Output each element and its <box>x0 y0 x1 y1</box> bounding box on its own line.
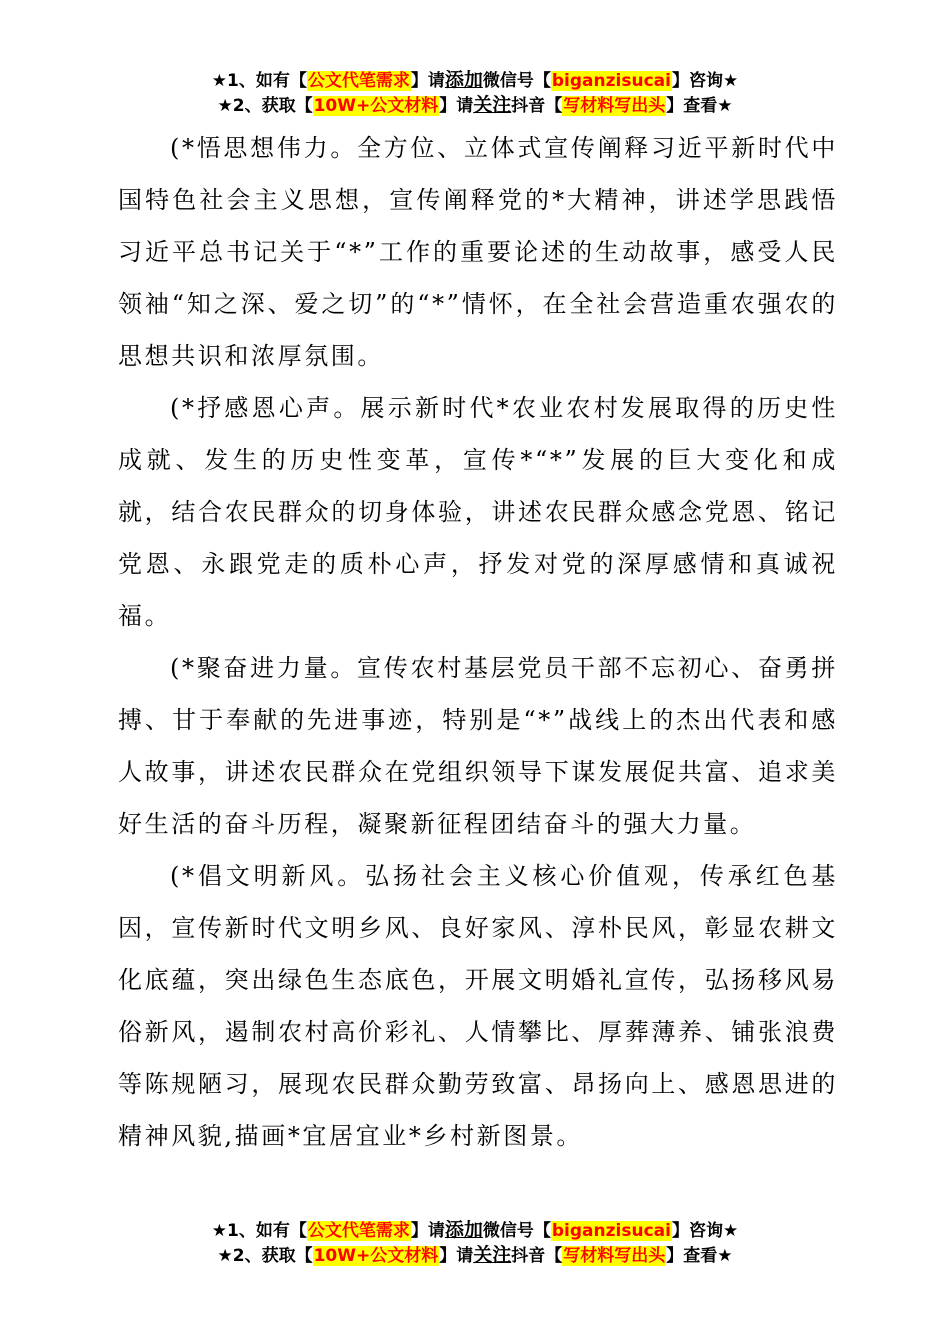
banner-underline: 关注 <box>473 1244 512 1266</box>
paragraph-4: (*倡文明新风。弘扬社会主义核心价值观，传承红色基因，宣传新时代文明乡风、良好家风、淳朴民风，彰显农耕文化底蕴，突出绿色生态底色，开展文明婚礼宣传，弘扬移风易俗新风，遏制农村高价彩礼、人情攀比、厚葬薄养、铺张浪费等陈规陋习，展现农民群众勤劳致富、昂扬向上、感恩思进的精神风貌,描画*宜居宜业*乡村新图景。 <box>118 862 838 1150</box>
banner-underline: 添加 <box>444 1219 483 1241</box>
paragraph-3: (*聚奋进力量。宣传农村基层党员干部不忘初心、奋勇拼搏、甘于奉献的先进事迹，特别是“*”战线上的杰出代表和感人故事，讲述农民群众在党组织领导下谋发展促共富、追求美好生活的奋斗历程，凝聚新征程团结奋斗的强大力量。 <box>118 654 838 838</box>
banner-text: 】查看★ <box>666 96 733 116</box>
banner-highlight: 公文代笔需求 <box>307 1221 410 1241</box>
banner-highlight: 写材料写出头 <box>563 96 666 116</box>
banner-underline: 添加 <box>444 69 483 91</box>
banner-line-1 <box>0 68 950 93</box>
banner-highlight: 10W+公文材料 <box>313 1246 439 1266</box>
banner-text: 】请 <box>439 1246 474 1266</box>
banner-text: 】咨询★ <box>671 1221 739 1241</box>
banner-line-2 <box>0 93 950 118</box>
banner-text: 】请 <box>410 71 445 91</box>
banner-text: ★2、获取【 <box>217 1246 313 1266</box>
banner-highlight: biganzisucai <box>551 71 671 91</box>
banner-highlight: 公文代笔需求 <box>307 71 410 91</box>
banner-line-1 <box>0 1218 950 1243</box>
banner-text: ★2、获取【 <box>217 96 313 116</box>
header-banner <box>0 68 950 118</box>
banner-line-2 <box>0 1243 950 1268</box>
banner-text: 抖音【 <box>511 96 563 116</box>
document-body <box>118 122 838 1162</box>
paragraph-1: (*悟思想伟力。全方位、立体式宣传阐释习近平新时代中国特色社会主义思想，宣传阐释党的*大精神，讲述学思践悟习近平总书记关于“*”工作的重要论述的生动故事，感受人民领袖“知之深、爱之切”的“*”情怀，在全社会营造重农强农的思想共识和浓厚氛围。 <box>118 134 838 370</box>
banner-text: 】请 <box>439 96 474 116</box>
banner-text: ★1、如有【 <box>211 71 307 91</box>
banner-highlight: 写材料写出头 <box>563 1246 666 1266</box>
banner-text: 】查看★ <box>666 1246 733 1266</box>
footer-banner <box>0 1218 950 1268</box>
banner-text: ★1、如有【 <box>211 1221 307 1241</box>
banner-text: 】咨询★ <box>671 71 739 91</box>
banner-text: 抖音【 <box>511 1246 563 1266</box>
banner-highlight: biganzisucai <box>551 1221 671 1241</box>
paragraph-2: (*抒感恩心声。展示新时代*农业农村发展取得的历史性成就、发生的历史性变革，宣传*“*”发展的巨大变化和成就，结合农民群众的切身体验，讲述农民群众感念党恩、铭记党恩、永跟党走的质朴心声，抒发对党的深厚感情和真诚祝福。 <box>118 394 838 630</box>
banner-text: 微信号【 <box>482 1221 551 1241</box>
banner-highlight: 10W+公文材料 <box>313 96 439 116</box>
banner-underline: 关注 <box>473 94 512 116</box>
banner-text: 】请 <box>410 1221 445 1241</box>
banner-text: 微信号【 <box>482 71 551 91</box>
